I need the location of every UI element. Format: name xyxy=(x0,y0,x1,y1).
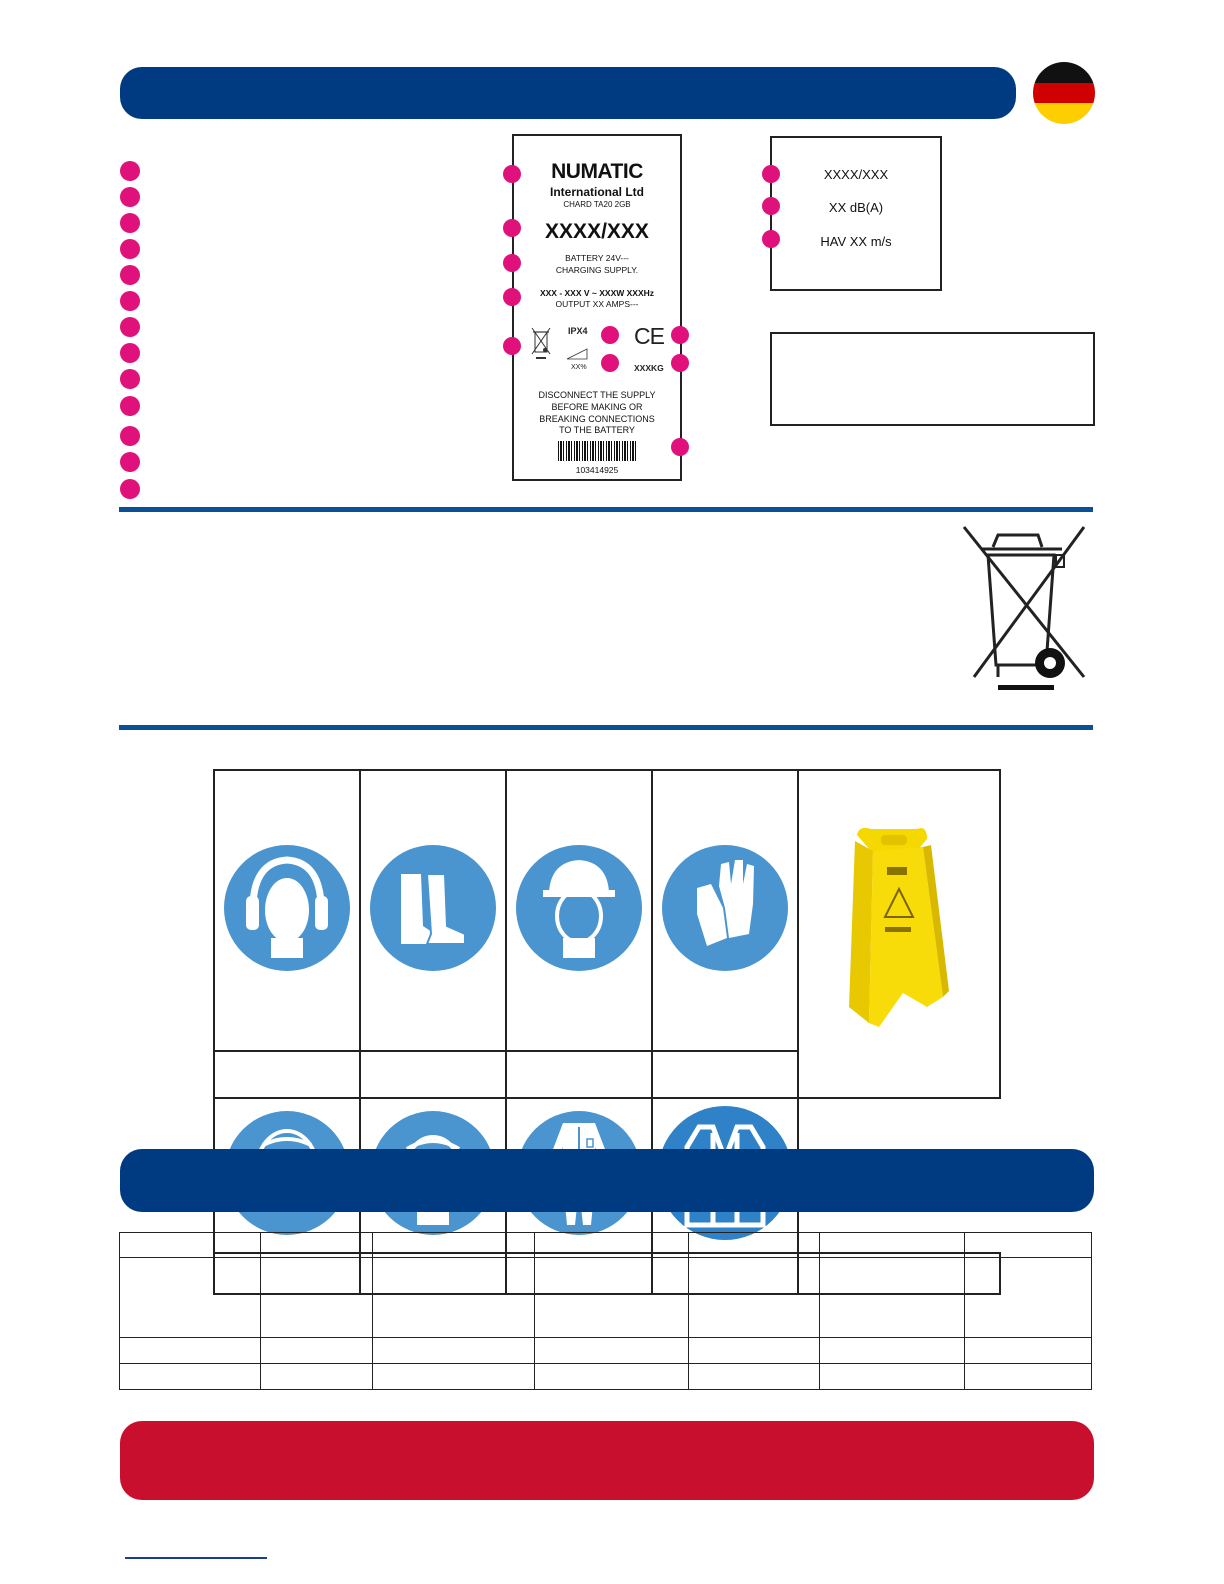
footer-link-underline[interactable] xyxy=(125,1557,267,1559)
vibration-level: HAV XX m/s xyxy=(820,234,892,249)
table-cell xyxy=(689,1233,820,1258)
table-cell xyxy=(964,1364,1091,1390)
ppe-cell xyxy=(214,770,360,1051)
barcode-number: 103414925 xyxy=(575,465,619,475)
table-cell xyxy=(120,1233,261,1258)
wet-floor-sign-icon xyxy=(799,771,999,1092)
model-number: XXXX/XXX xyxy=(545,220,649,243)
noise-level: XX dB(A) xyxy=(828,200,884,215)
weee-crossed-bin-icon xyxy=(958,525,1090,695)
company-name: International Ltd xyxy=(550,185,644,199)
warning-line-1: DISCONNECT THE SUPPLY xyxy=(538,390,656,400)
table-cell xyxy=(120,1258,261,1338)
ppe-label-cell xyxy=(214,1051,360,1098)
specifications-banner xyxy=(120,1149,1094,1212)
brand-name: NUMATIC xyxy=(551,160,643,183)
table-cell xyxy=(820,1233,964,1258)
table-cell xyxy=(261,1338,372,1364)
safety-boots-icon xyxy=(361,834,505,981)
ppe-cell xyxy=(506,770,652,1051)
table-cell xyxy=(689,1364,820,1390)
table-cell xyxy=(820,1338,964,1364)
barcode xyxy=(558,441,636,461)
company-address: CHARD TA20 2GB xyxy=(563,200,631,209)
section-divider-bottom xyxy=(119,725,1093,730)
hard-hat-icon xyxy=(507,834,651,981)
warning-banner xyxy=(120,1421,1094,1500)
blank-info-box xyxy=(770,332,1095,426)
ear-protection-icon xyxy=(215,834,359,981)
warning-line-2: BEFORE MAKING OR xyxy=(551,402,643,412)
ip-rating: IPX4 xyxy=(568,326,588,336)
supply-line-2: OUTPUT XX AMPS--- xyxy=(555,299,639,309)
ppe-cell-wet-floor xyxy=(798,770,1000,1098)
table-cell xyxy=(534,1364,688,1390)
table-cell xyxy=(120,1364,261,1390)
table-cell xyxy=(261,1258,372,1338)
table-cell xyxy=(689,1258,820,1338)
table-cell xyxy=(372,1258,534,1338)
table-cell xyxy=(120,1338,261,1364)
table-cell xyxy=(372,1233,534,1258)
battery-line-2: CHARGING SUPPLY. xyxy=(555,265,639,275)
specifications-table xyxy=(119,1232,1092,1390)
small-weee-bin-icon xyxy=(530,326,552,362)
ppe-label-cell xyxy=(652,1051,798,1098)
section-divider-top xyxy=(119,507,1093,512)
slope-value: XX% xyxy=(571,364,587,371)
slope-icon xyxy=(566,348,588,360)
german-flag-icon xyxy=(1033,62,1095,124)
safety-gloves-icon xyxy=(653,834,797,981)
noise-label xyxy=(770,136,942,291)
ce-mark: CE xyxy=(634,323,664,349)
ppe-label-cell xyxy=(506,1051,652,1098)
noise-label-model: XXXX/XXX xyxy=(823,167,889,182)
ppe-cell xyxy=(652,770,798,1051)
table-cell xyxy=(261,1233,372,1258)
battery-line-1: BATTERY 24V--- xyxy=(565,253,629,263)
ppe-cell xyxy=(360,770,506,1051)
table-cell xyxy=(534,1338,688,1364)
rating-plate xyxy=(512,134,682,481)
weight-value: XXXKG xyxy=(634,363,664,373)
table-cell xyxy=(964,1258,1091,1338)
warning-line-4: TO THE BATTERY xyxy=(559,425,635,435)
table-cell xyxy=(964,1233,1091,1258)
ppe-label-cell xyxy=(360,1051,506,1098)
table-cell xyxy=(534,1258,688,1338)
table-cell xyxy=(372,1364,534,1390)
ppe-grid xyxy=(213,769,1001,1295)
supply-line-1: XXX - XXX V ~ XXXW XXXHz xyxy=(539,288,655,298)
table-cell xyxy=(820,1258,964,1338)
table-cell xyxy=(964,1338,1091,1364)
table-cell xyxy=(372,1338,534,1364)
table-cell xyxy=(534,1233,688,1258)
header-banner xyxy=(120,67,1016,119)
warning-line-3: BREAKING CONNECTIONS xyxy=(539,414,655,424)
table-cell xyxy=(820,1364,964,1390)
table-cell xyxy=(689,1338,820,1364)
table-cell xyxy=(261,1364,372,1390)
